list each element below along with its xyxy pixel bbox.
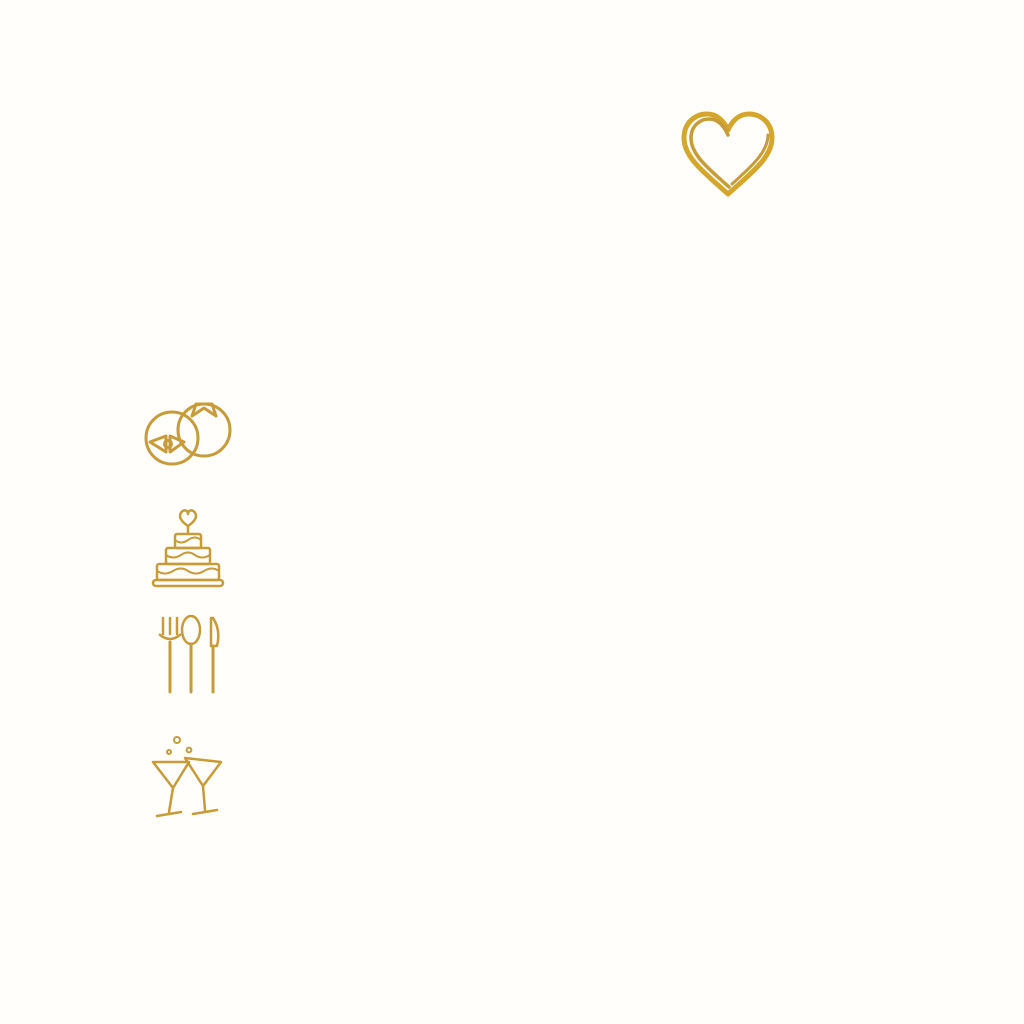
champagne-glasses-icon: [145, 728, 235, 824]
cutlery-icon: [155, 612, 225, 696]
confetti-hearts-band: [0, 0, 1024, 130]
hand-drawn-heart-icon: [676, 108, 780, 198]
wedding-cake-icon: [148, 496, 228, 592]
wedding-rings-icon: [136, 386, 240, 474]
